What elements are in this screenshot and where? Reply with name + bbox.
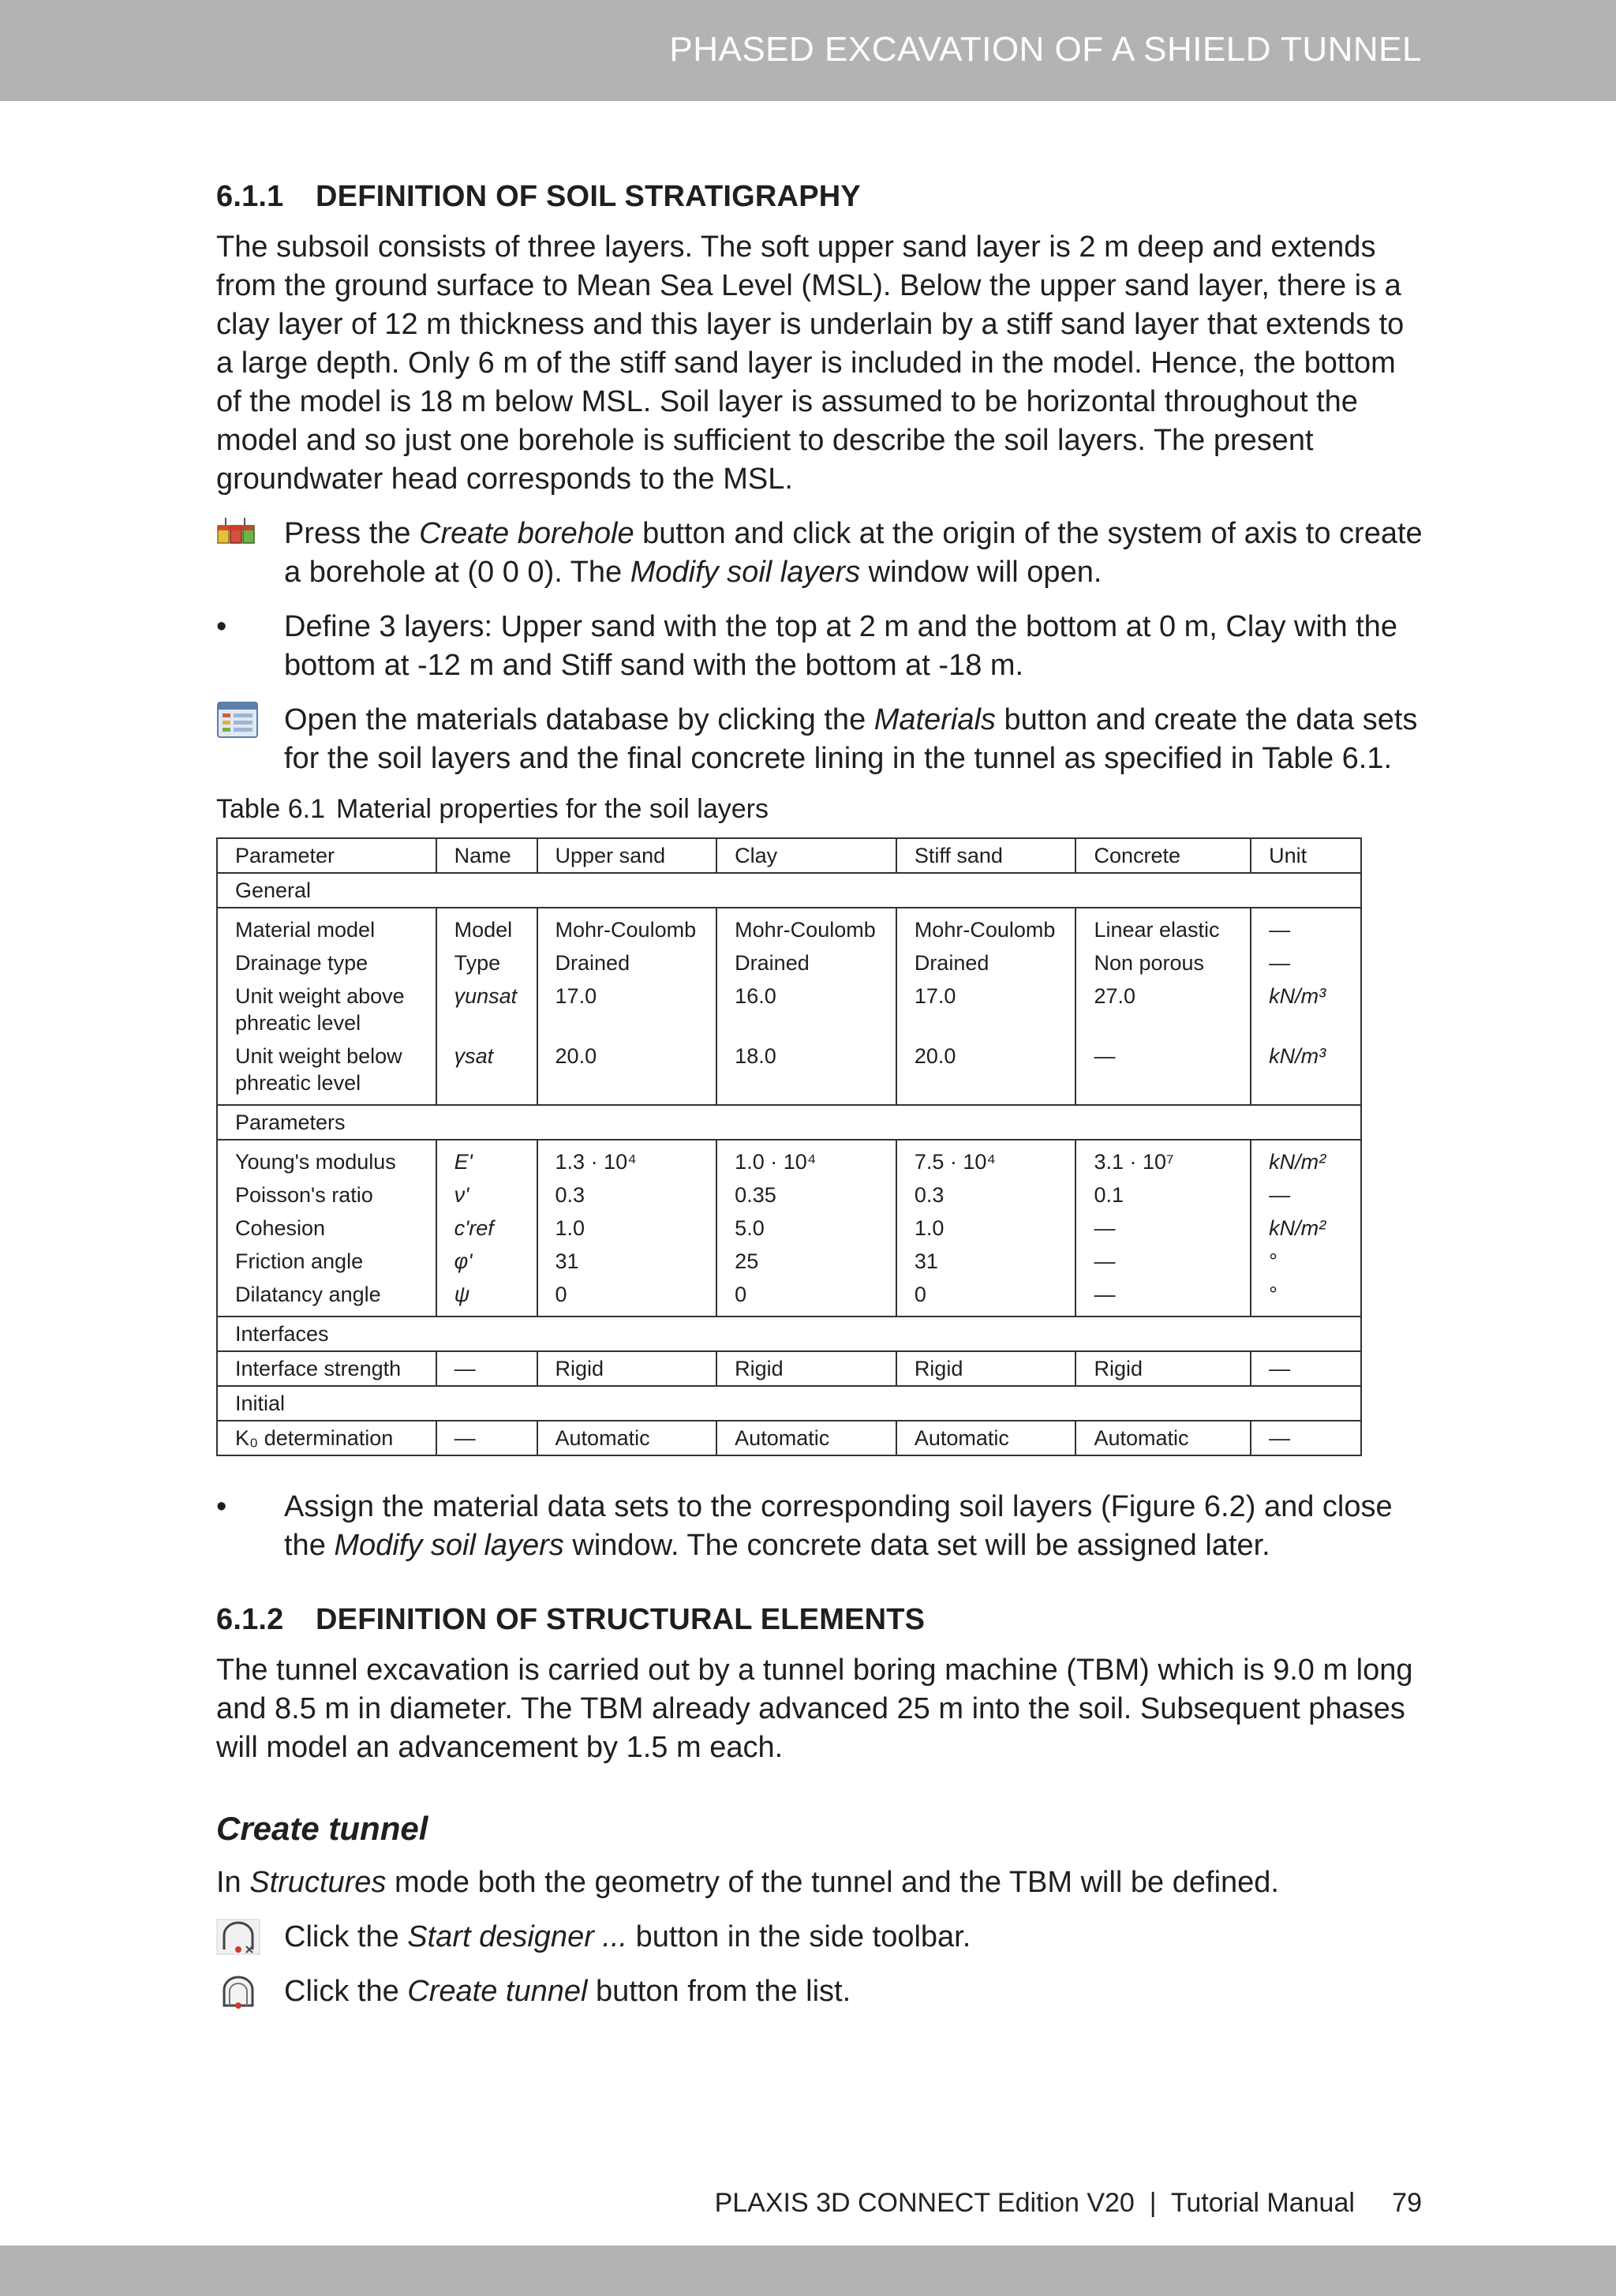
section-title: DEFINITION OF SOIL STRATIGRAPHY xyxy=(316,180,861,213)
group-label: Parameters xyxy=(217,1105,1361,1140)
footer-band xyxy=(0,2245,1616,2296)
section-heading-612 xyxy=(216,1603,1423,1637)
section-number: 6.1.1 xyxy=(216,180,284,213)
table-row: Young's modulus E' 1.3 · 10⁴ 1.0 · 10⁴ 7.5 · 10⁴ 3.1 · 10⁷ kN/m² xyxy=(217,1140,1361,1178)
table-row: Dilatancy angle ψ 0 0 0 — ° xyxy=(217,1278,1361,1317)
create-tunnel-icon xyxy=(216,1972,264,2011)
group-label: General xyxy=(217,873,1361,908)
table-row: Friction angle φ' 31 25 31 — ° xyxy=(217,1245,1361,1278)
column-header: Name xyxy=(436,838,537,873)
section-title: DEFINITION OF STRUCTURAL ELEMENTS xyxy=(316,1603,926,1636)
materials-database-icon xyxy=(216,701,264,740)
group-row-general xyxy=(217,873,1361,908)
table-caption-text: Material properties for the soil layers xyxy=(336,794,769,824)
table-number: Table 6.1 xyxy=(216,794,325,824)
structures-mode-ref: Structures xyxy=(249,1866,387,1899)
running-header: PHASED EXCAVATION OF A SHIELD TUNNEL xyxy=(669,30,1422,69)
step-start-designer: Click the Start designer ... button in the side toolbar. xyxy=(216,1918,1423,1957)
header-band xyxy=(0,0,1616,101)
column-header: Clay xyxy=(716,838,896,873)
start-designer-ref: Start designer ... xyxy=(407,1920,628,1953)
bullet-assign-materials: • Assign the material data sets to the corresponding soil layers (Figure 6.2) and close the Modify soil layers window. The concrete data set will be assigned later. xyxy=(216,1488,1423,1565)
column-header: Upper sand xyxy=(537,838,717,873)
bullet-point: • xyxy=(216,610,227,643)
table-caption xyxy=(216,794,1423,825)
create-borehole-icon xyxy=(216,515,264,553)
footer-manual: Tutorial Manual xyxy=(1170,2188,1355,2218)
step-create-tunnel: Click the Create tunnel button from the list. xyxy=(216,1972,1423,2011)
modify-soil-layers-ref: Modify soil layers xyxy=(630,556,861,589)
material-properties-table xyxy=(216,837,1362,1456)
bullet-define-layers: • Define 3 layers: Upper sand with the top at 2 m and the bottom at 0 m, Clay with the bottom at -12 m and Stiff sand with the bottom at -18 m. xyxy=(216,608,1423,685)
structures-intro: In Structures mode both the geometry of the tunnel and the TBM will be defined. xyxy=(216,1866,1279,1899)
page-footer xyxy=(715,2188,1422,2219)
bullet-point: • xyxy=(216,1490,227,1523)
column-header: Unit xyxy=(1251,838,1361,873)
structural-paragraph: The tunnel excavation is carried out by a tunnel boring machine (TBM) which is 9.0 m long and 8.5 m in diameter. The TBM already advanced 25 m into the soil. Subsequent phases will model an advancement by 1.5 m each. xyxy=(216,1654,1413,1764)
section-number: 6.1.2 xyxy=(216,1603,284,1636)
start-designer-icon xyxy=(216,1918,264,1957)
step-create-borehole: Press the Create borehole button and click at the origin of the system of axis to create a borehole at (0 0 0). The Modify soil layers window will open. xyxy=(216,515,1423,592)
table-row: Poisson's ratio ν' 0.3 0.35 0.3 0.1 — xyxy=(217,1178,1361,1212)
create-borehole-ref: Create borehole xyxy=(419,517,634,550)
group-label: Interfaces xyxy=(217,1317,1361,1351)
table-row: Unit weight above phreatic level γunsat 17.0 16.0 17.0 27.0 kN/m³ xyxy=(217,979,1361,1039)
group-row-initial xyxy=(217,1386,1361,1421)
page-number: 79 xyxy=(1392,2188,1422,2218)
table-row: K₀ determination — Automatic Automatic Automatic Automatic — xyxy=(217,1421,1361,1455)
table-row: Drainage type Type Drained Drained Drained Non porous — xyxy=(217,946,1361,979)
column-header: Concrete xyxy=(1075,838,1251,873)
create-tunnel-heading: Create tunnel xyxy=(216,1810,428,1847)
table-row: Interface strength — Rigid Rigid Rigid Rigid — xyxy=(217,1351,1361,1386)
table-header-row xyxy=(217,838,1361,873)
modify-soil-layers-ref: Modify soil layers xyxy=(334,1529,564,1562)
table-row: Material model Model Mohr-Coulomb Mohr-Coulomb Mohr-Coulomb Linear elastic — xyxy=(217,908,1361,946)
page-content xyxy=(216,180,1423,2027)
materials-ref: Materials xyxy=(873,703,996,736)
step-materials: Open the materials database by clicking the Materials button and create the data sets for the soil layers and the final concrete lining in the tunnel as specified in Table 6.1. xyxy=(216,701,1423,778)
footer-product: PLAXIS 3D CONNECT Edition V20 xyxy=(714,2188,1135,2218)
group-row-parameters xyxy=(217,1105,1361,1140)
table-row: Cohesion c'ref 1.0 5.0 1.0 — kN/m² xyxy=(217,1212,1361,1245)
group-row-interfaces xyxy=(217,1317,1361,1351)
create-tunnel-ref: Create tunnel xyxy=(407,1975,588,2008)
column-header: Stiff sand xyxy=(896,838,1076,873)
footer-separator: | xyxy=(1149,2188,1157,2218)
group-label: Initial xyxy=(217,1386,1361,1421)
soil-paragraph: The subsoil consists of three layers. The soft upper sand layer is 2 m deep and extends from the ground surface to Mean Sea Level (MSL). Below the upper sand layer, there is a clay layer of 12 m thickness and this layer is underlain by a stiff sand layer that extends to a large depth. Only 6 m of the stiff sand layer is included in the model. Hence, the bottom of the model is 18 m below MSL. Soil layer is assumed to be horizontal throughout the model and so just one borehole is sufficient to describe the soil layers. The present groundwater head corresponds to the MSL. xyxy=(216,230,1405,496)
table-row: Unit weight below phreatic level γsat 20.0 18.0 20.0 — kN/m³ xyxy=(217,1039,1361,1105)
column-header: Parameter xyxy=(217,838,436,873)
section-heading-611 xyxy=(216,180,1423,214)
